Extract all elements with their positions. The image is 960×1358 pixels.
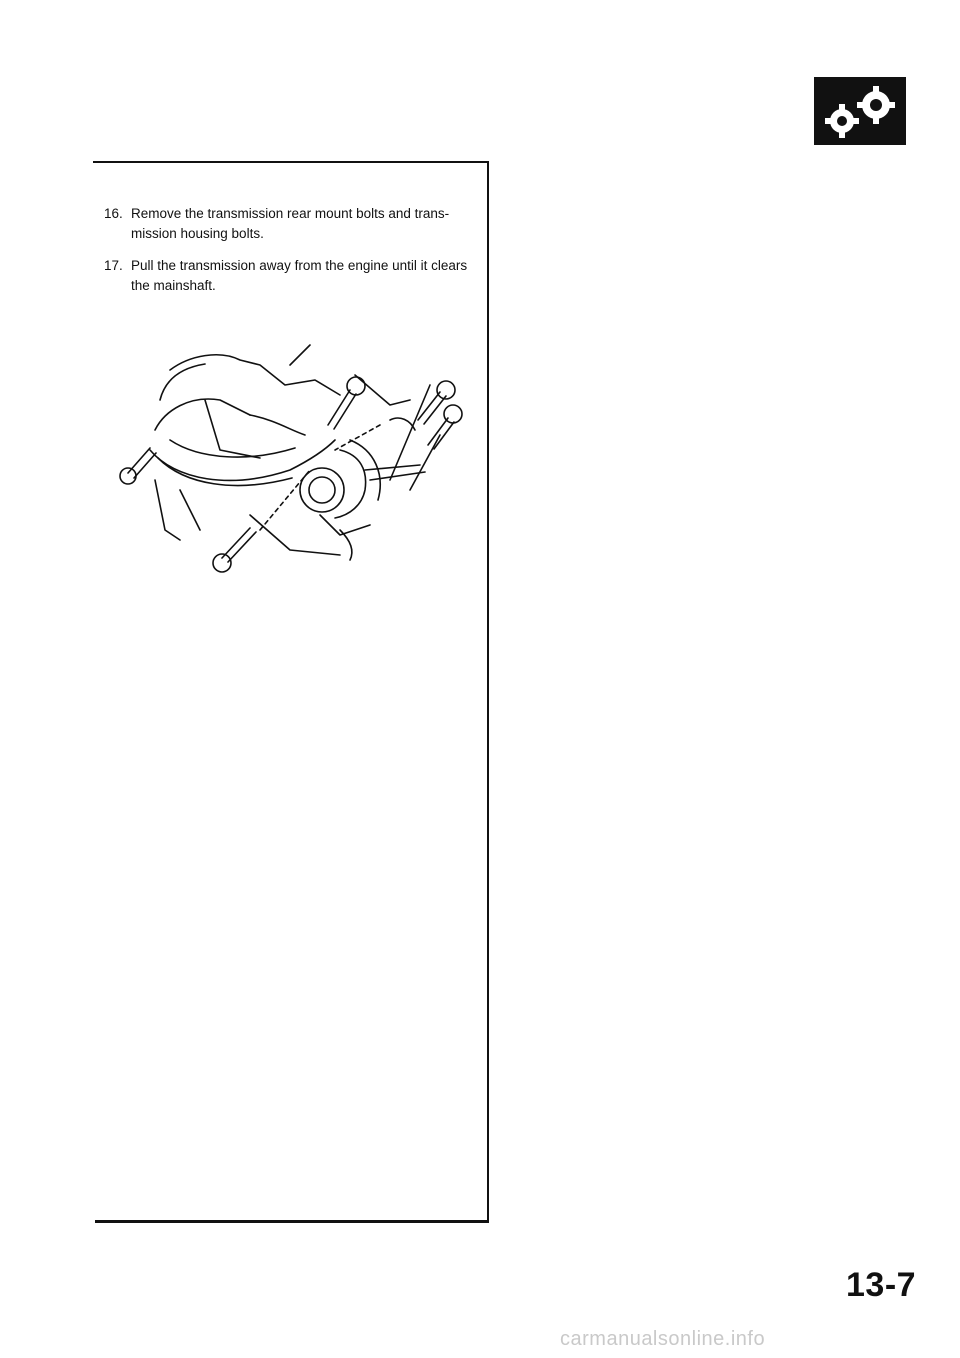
frame-bottom-rule (95, 1220, 489, 1223)
page-number: 13-7 (846, 1266, 917, 1304)
watermark: carmanualsonline.info (560, 1328, 766, 1350)
gears-icon (814, 77, 906, 145)
procedure-steps (104, 204, 476, 308)
frame-top-rule (93, 161, 488, 163)
transmission-bolts-illustration (110, 340, 490, 590)
step-16 (104, 204, 476, 244)
step-number: 16. (104, 206, 123, 221)
step-number: 17. (104, 258, 123, 273)
step-text: Pull the transmission away from the engine until it clears the mainshaft. (131, 258, 468, 293)
step-17 (104, 256, 476, 296)
step-text: Remove the transmission rear mount bolts and trans-mission housing bolts. (131, 206, 450, 241)
frame-right-rule (487, 161, 489, 1222)
